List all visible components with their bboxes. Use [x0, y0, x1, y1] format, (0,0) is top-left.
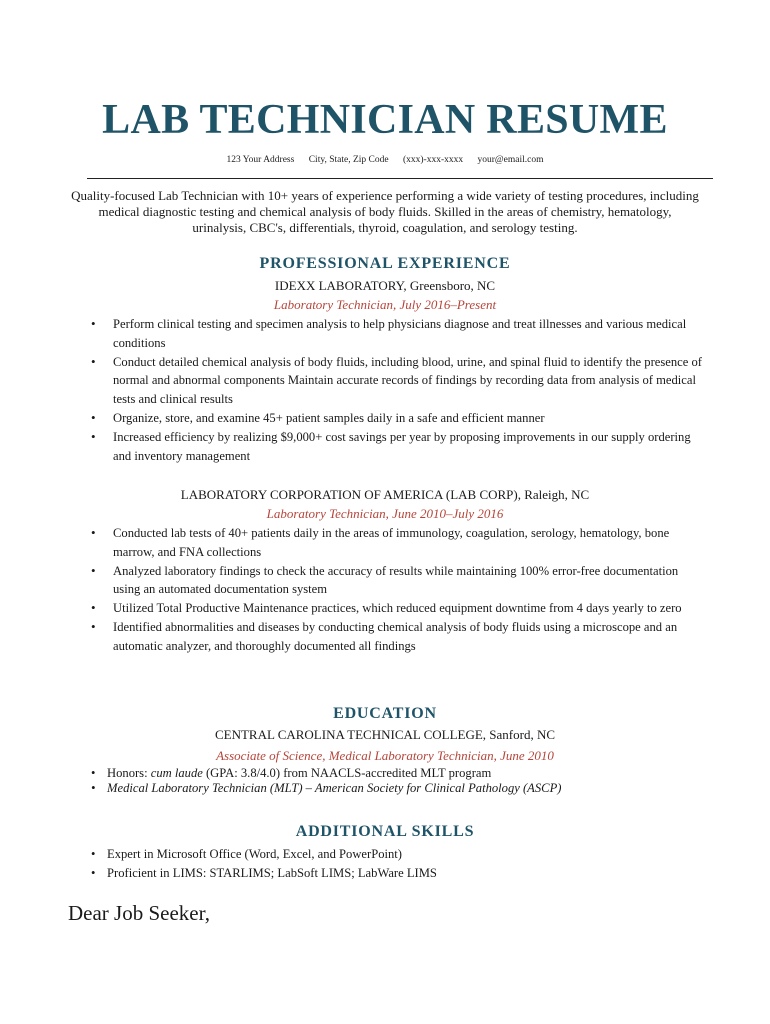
list-item: • Organize, store, and examine 45+ patient samples daily in a safe and efficient manner	[113, 409, 703, 428]
list-item: • Perform clinical testing and specimen analysis to help physicians diagnose and treat illnesses and various medical conditions	[113, 315, 703, 353]
honors-suffix: (GPA: 3.8/4.0) from NAACLS-accredited MLT program	[202, 766, 492, 780]
job-2-employer: LABORATORY CORPORATION OF AMERICA (LAB CORP), Raleigh, NC	[180, 487, 590, 502]
resume-title: LAB TECHNICIAN RESUME	[102, 97, 668, 143]
education-degree: Associate of Science, Medical Laboratory Technician, June 2010	[216, 748, 554, 763]
list-item: • Conduct detailed chemical analysis of body fluids, including blood, urine, and spinal fluid to identify the presence of normal and abnormal components Maintain accurate records of findings by recording data from analysis of medical tests and clinical results	[113, 353, 703, 409]
job-2-role: Laboratory Technician, June 2010–July 2016	[266, 506, 504, 521]
contact-address: 123 Your Address	[226, 155, 295, 165]
education-heading: EDUCATION	[333, 705, 437, 722]
list-item: • Increased efficiency by realizing $9,000+ cost savings per year by proposing improvements in our supply ordering and inventory management	[113, 428, 703, 466]
education-school: CENTRAL CAROLINA TECHNICAL COLLEGE, Sanford, NC	[214, 727, 556, 742]
job-1-role: Laboratory Technician, July 2016–Present	[273, 297, 497, 312]
list-item: • Analyzed laboratory findings to check the accuracy of results while maintaining 100% error-free documentation using an automated documentation system	[113, 562, 703, 600]
skills-heading: ADDITIONAL SKILLS	[295, 823, 475, 840]
contact-line	[0, 155, 770, 165]
list-item	[107, 766, 707, 781]
letter-salutation: Dear Job Seeker,	[68, 901, 211, 925]
job-1-bullets	[113, 315, 703, 465]
list-item: • Medical Laboratory Technician (MLT) – American Society for Clinical Pathology (ASCP)	[107, 781, 707, 796]
header-divider	[87, 178, 713, 179]
skills-list	[107, 845, 707, 883]
contact-phone: (xxx)-xxx-xxxx	[402, 155, 464, 165]
honors-latin: cum laude	[150, 766, 203, 780]
contact-city: City, State, Zip Code	[308, 155, 389, 165]
list-item: • Utilized Total Productive Maintenance practices, which reduced equipment downtime from 4 days yearly to zero	[113, 599, 703, 618]
list-item: • Expert in Microsoft Office (Word, Excel, and PowerPoint)	[107, 845, 707, 864]
job-2-bullets	[113, 524, 703, 656]
list-item: • Proficient in LIMS: STARLIMS; LabSoft LIMS; LabWare LIMS	[107, 864, 707, 883]
education-bullets	[107, 766, 707, 796]
list-item: • Identified abnormalities and diseases by conducting chemical analysis of body fluids using a microscope and an automatic analyzer, and thoroughly documented all findings	[113, 618, 703, 656]
contact-email: your@email.com	[477, 155, 544, 165]
job-1-employer: IDEXX LABORATORY, Greensboro, NC	[274, 278, 496, 293]
honors-prefix: Honors:	[107, 766, 151, 780]
summary-paragraph: Quality-focused Lab Technician with 10+ years of experience performing a wide variety of testing procedures, including medical diagnostic testing and chemical analysis of body fluids. Skilled in the areas of chemistry, hematology, urinalysis, CBC's, differentials, thyroid, coagulation, and serology testing.	[71, 188, 699, 235]
experience-heading: PROFESSIONAL EXPERIENCE	[259, 255, 511, 272]
list-item: • Conducted lab tests of 40+ patients daily in the areas of immunology, coagulation, serology, hematology, bone marrow, and FNA collections	[113, 524, 703, 562]
